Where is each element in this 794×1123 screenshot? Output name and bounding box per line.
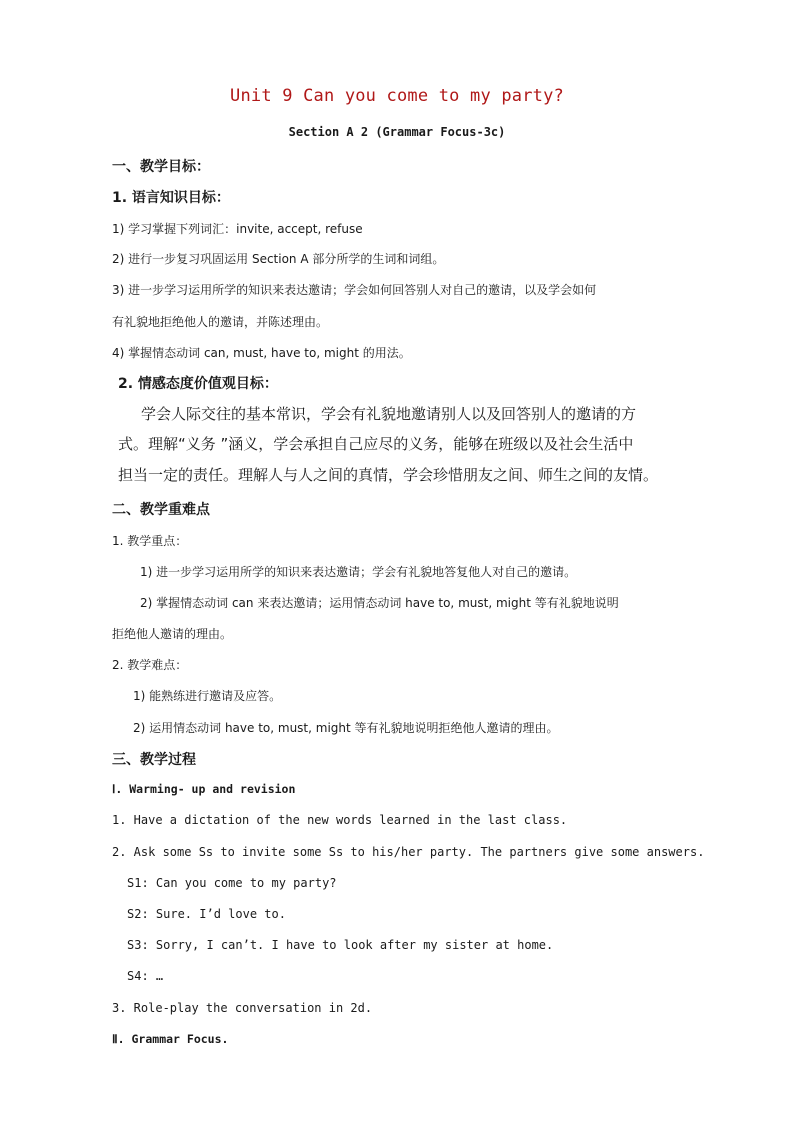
paragraph-line: 担当一定的责任。理解人与人之间的真情，学会珍惜朋友之间、师生之间的友情。 (118, 466, 659, 484)
step-item: 1. Have a dictation of the new words learned in the last class. (112, 813, 568, 827)
sub-heading-knowledge: 1. 语言知识目标： (112, 190, 230, 206)
list-item: 2) 进行一步复习巩固运用 Section A 部分所学的生词和词组。 (112, 252, 445, 266)
section-heading-process: 三、教学过程 (112, 752, 196, 768)
section-heading-key-points: 二、教学重难点 (112, 502, 210, 518)
list-item: 3) 进一步学习运用所学的知识来表达邀请；学会如何回答别人对自己的邀请，以及学会如何 (112, 283, 597, 297)
paragraph-line: 式。理解“义务 ”涵义，学会承担自己应尽的义务，能够在班级以及社会生活中 (118, 435, 634, 453)
list-item: 1) 能熟练进行邀请及应答。 (133, 689, 282, 703)
dialogue-line: S2: Sure. I’d love to. (127, 907, 286, 921)
list-item: 1) 进一步学习运用所学的知识来表达邀请；学会有礼貌地答复他人对自己的邀请。 (140, 565, 577, 579)
step-item: 2. Ask some Ss to invite some Ss to his/her party. The partners give some answers. (112, 845, 705, 859)
dialogue-line: S4: … (127, 969, 164, 983)
list-item: 1) 学习掌握下列词汇：invite, accept, refuse (112, 222, 363, 236)
dialogue-line: S1: Can you come to my party? (127, 876, 337, 890)
label-key-points: 1. 教学重点： (112, 534, 188, 548)
list-item: 2) 运用情态动词 have to, must, might 等有礼貌地说明拒绝他人邀请的理由。 (133, 721, 559, 735)
doc-title: Unit 9 Can you come to my party? (230, 86, 564, 106)
step-item: 3. Role-play the conversation in 2d. (112, 1001, 373, 1015)
part-heading-grammar-focus: Ⅱ. Grammar Focus. (112, 1032, 229, 1046)
dialogue-line: S3: Sorry, I can’t. I have to look after my sister at home. (127, 938, 554, 952)
list-item: 2) 掌握情态动词 can 来表达邀请；运用情态动词 have to, must, might 等有礼貌地说明 (140, 596, 619, 610)
section-heading-objectives: 一、教学目标： (112, 159, 210, 175)
label-difficulties: 2. 教学难点： (112, 658, 188, 672)
paragraph-line: 学会人际交往的基本常识，学会有礼貌地邀请别人以及回答别人的邀请的方 (141, 405, 637, 423)
list-item: 4) 掌握情态动词 can, must, have to, might 的用法。 (112, 346, 411, 360)
sub-heading-attitude: 2. 情感态度价值观目标： (118, 376, 278, 392)
list-item: 拒绝他人邀请的理由。 (112, 627, 233, 641)
list-item: 有礼貌地拒绝他人的邀请，并陈述理由。 (112, 315, 329, 329)
part-heading-warming-up: Ⅰ. Warming- up and revision (112, 782, 296, 796)
doc-subtitle: Section A 2 (Grammar Focus-3c) (288, 125, 506, 139)
